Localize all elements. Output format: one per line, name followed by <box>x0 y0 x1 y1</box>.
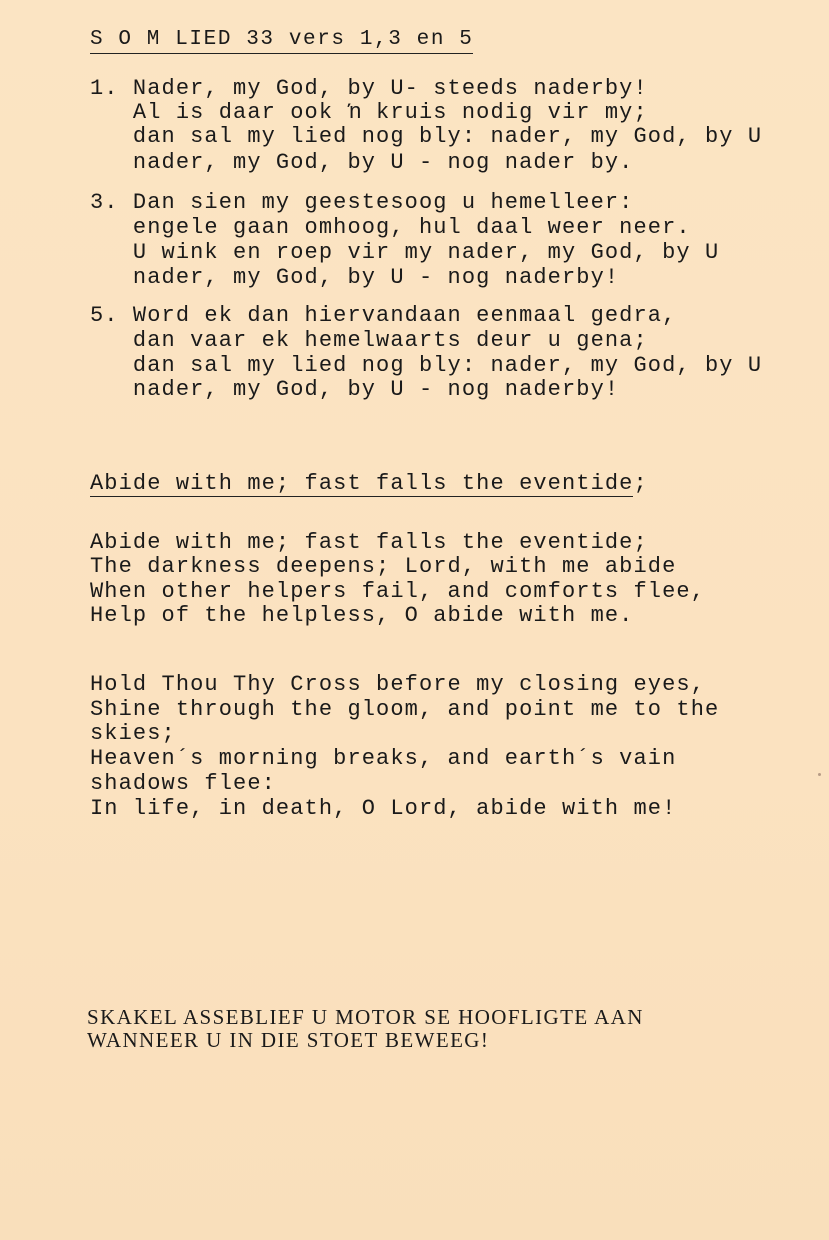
notice-line-1: SKAKEL ASSEBLIEF U MOTOR SE HOOFLIGTE AAN <box>87 1005 644 1029</box>
stanza-1-line-1: Abide with me; fast falls the eventide; <box>90 530 648 555</box>
verse-1-line-3: dan sal my lied nog bly: nader, my God, by U <box>90 124 763 149</box>
verse-1-line-2: Al is daar ook ŉ kruis nodig vir my; <box>90 100 648 125</box>
verse-1-line-1: 1. Nader, my God, by U- steeds naderby! <box>90 76 648 101</box>
stanza-2-line-1: Hold Thou Thy Cross before my closing eyes, <box>90 672 705 697</box>
verse-3-line-1: 3. Dan sien my geestesoog u hemelleer: <box>90 190 634 215</box>
stanza-2-line-3: skies; <box>90 721 176 746</box>
stanza-1-line-4: Help of the helpless, O abide with me. <box>90 603 634 628</box>
hymn-title-suffix: ; <box>633 471 648 496</box>
stanza-2-line-4: Heaven´s morning breaks, and earth´s vain <box>90 746 677 771</box>
hymn-title <box>90 472 648 496</box>
lied-title: S O M LIED 33 vers 1,3 en 5 <box>90 28 473 54</box>
verse-5-line-2: dan vaar ek hemelwaarts deur u gena; <box>90 328 648 353</box>
stanza-2-line-5: shadows flee: <box>90 771 276 796</box>
verse-1-line-4: nader, my God, by U - nog nader by. <box>90 150 634 175</box>
paper-speck <box>818 773 821 776</box>
verse-5-line-3: dan sal my lied nog bly: nader, my God, by U <box>90 353 763 378</box>
notice-line-2: WANNEER U IN DIE STOET BEWEEG! <box>87 1028 490 1052</box>
stanza-1-line-3: When other helpers fail, and comforts flee, <box>90 579 705 604</box>
hymn-title-text: Abide with me; fast falls the eventide <box>90 471 634 496</box>
stanza-1-line-2: The darkness deepens; Lord, with me abide <box>90 554 677 579</box>
verse-3-line-4: nader, my God, by U - nog naderby! <box>90 265 620 290</box>
verse-3-line-2: engele gaan omhoog, hul daal weer neer. <box>90 215 691 240</box>
verse-5-line-4: nader, my God, by U - nog naderby! <box>90 377 620 402</box>
stanza-2-line-6: In life, in death, O Lord, abide with me! <box>90 796 677 821</box>
verse-3-line-3: U wink en roep vir my nader, my God, by U <box>90 240 720 265</box>
verse-5-line-1: 5. Word ek dan hiervandaan eenmaal gedra, <box>90 303 677 328</box>
stanza-2-line-2: Shine through the gloom, and point me to the <box>90 697 720 722</box>
